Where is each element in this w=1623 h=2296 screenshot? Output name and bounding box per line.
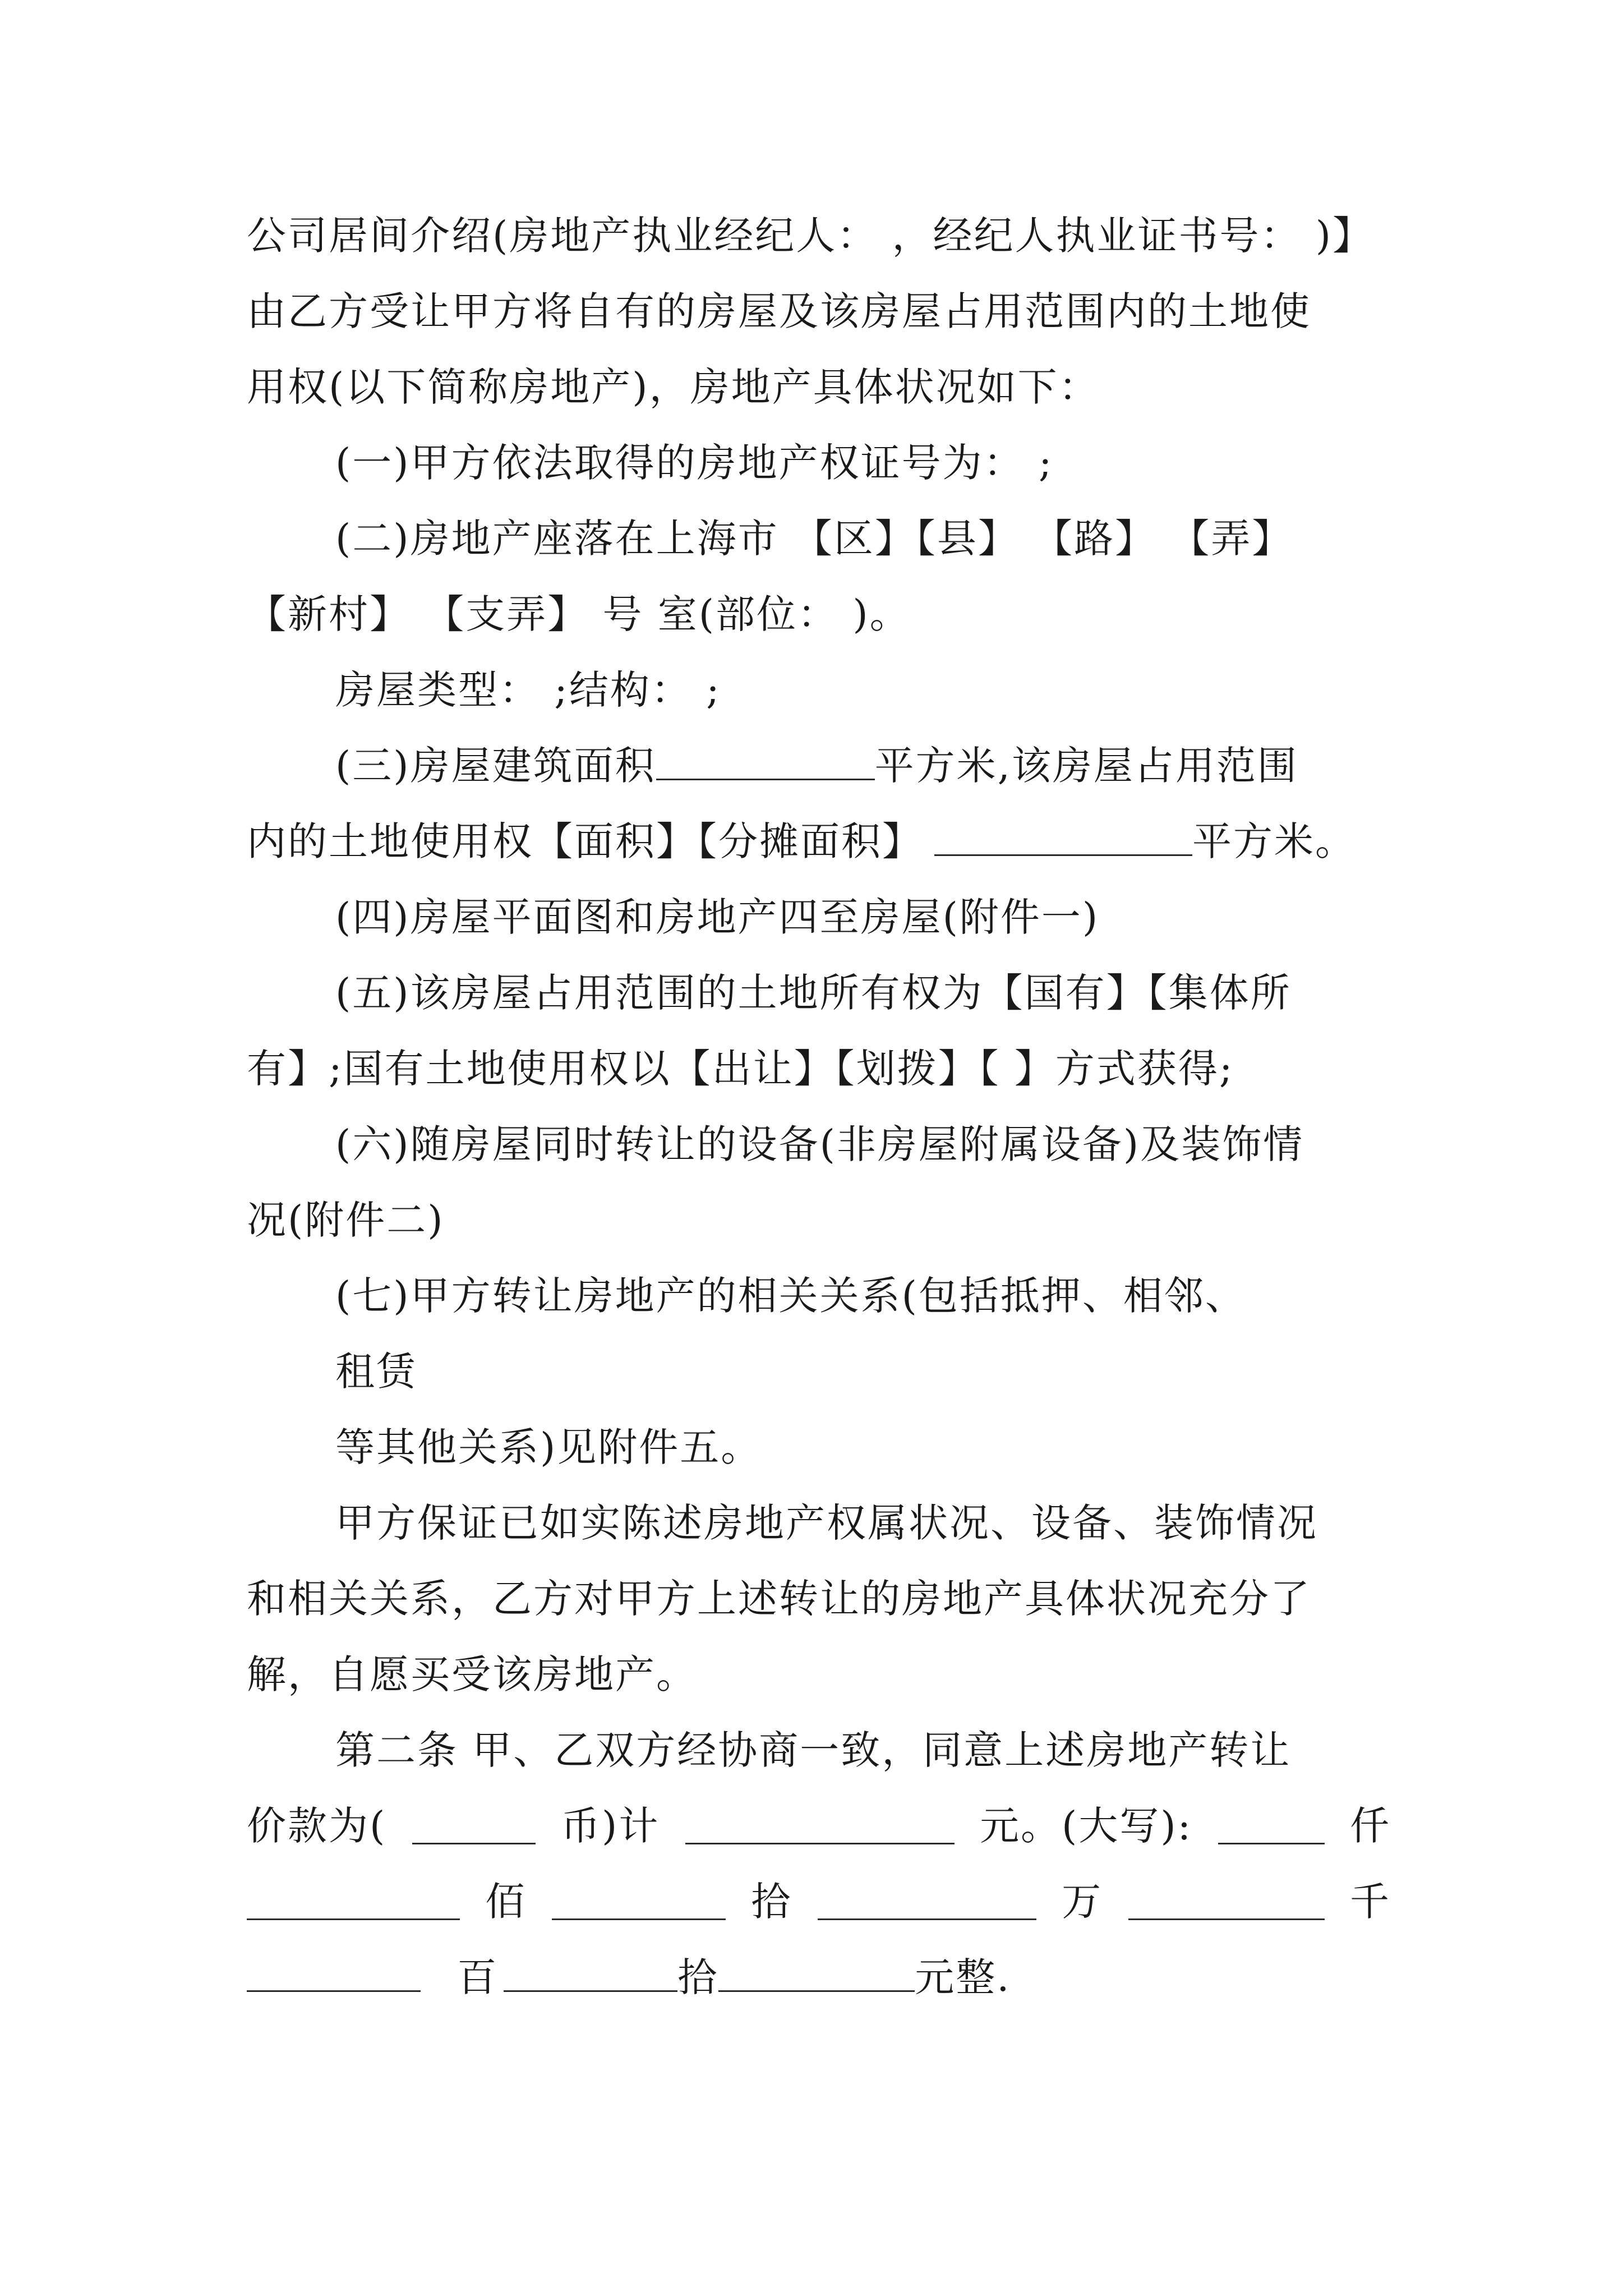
- text-segment: 拾: [677, 1954, 719, 2000]
- text-line: 第二条 甲、乙双方经协商一致，同意上述房地产转让: [335, 1727, 1292, 1773]
- text-line: 房屋类型： ;结构： ;: [335, 667, 721, 713]
- text-line: 甲方保证已如实陈述房地产权属状况、设备、装饰情况: [335, 1500, 1318, 1546]
- text-line: (六)随房屋同时转让的设备(非房屋附属设备)及装饰情: [335, 1121, 1304, 1167]
- text-line: (四)房屋平面图和房地产四至房屋(附件一): [335, 894, 1100, 940]
- text-line: (七)甲方转让房地产的相关关系(包括抵押、相邻、: [335, 1273, 1246, 1319]
- digit-blank[interactable]: [552, 1884, 726, 1920]
- text-line: 用权(以下简称房地产)，房地产具体状况如下：: [247, 364, 1100, 410]
- text-segment: 内的土地使用权【面积】【分摊面积】: [247, 818, 923, 864]
- text-line: 公司居间介绍(房地产执业经纪人： ，经纪人执业证书号： )】: [247, 213, 1374, 259]
- text-line: (二)房地产座落在上海市 【区】【县】 【路】 【弄】: [335, 516, 1293, 562]
- text-line: 解，自愿买受该房地产。: [247, 1651, 697, 1697]
- text-segment: 拾: [751, 1879, 792, 1925]
- text-segment: 元。(大写):: [980, 1803, 1193, 1849]
- text-line: (一)甲方依法取得的房地产权证号为： ;: [335, 440, 1054, 486]
- text-line: 租赁: [335, 1349, 417, 1395]
- price-line-1: [247, 1798, 1391, 1854]
- text-segment: 佰: [485, 1879, 527, 1925]
- price-line-3: [247, 1949, 1391, 2005]
- area-line-1: [335, 738, 1479, 794]
- text-segment: 万: [1062, 1879, 1103, 1925]
- area-line-2: [247, 813, 1391, 869]
- digit-blank[interactable]: [1128, 1884, 1325, 1920]
- text-segment: 价款为(: [247, 1803, 387, 1849]
- text-segment: 仟: [1349, 1803, 1391, 1849]
- price-line-2: [247, 1874, 1391, 1930]
- text-segment: 千: [1349, 1879, 1391, 1925]
- digit-blank[interactable]: [818, 1884, 1036, 1920]
- text-line: 况(附件二): [247, 1197, 445, 1243]
- currency-blank[interactable]: [412, 1808, 536, 1844]
- land-area-blank[interactable]: [934, 820, 1192, 856]
- text-line: (五)该房屋占用范围的土地所有权为【国有】【集体所: [335, 970, 1292, 1016]
- digit-blank[interactable]: [1218, 1808, 1325, 1844]
- text-line: 等其他关系)见附件五。: [335, 1424, 762, 1470]
- digit-blank[interactable]: [247, 1884, 460, 1920]
- digit-blank[interactable]: [718, 1955, 915, 1992]
- digit-blank[interactable]: [247, 1955, 421, 1992]
- text-line: 【新村】 【支弄】 号 室(部位： )。: [247, 591, 911, 637]
- text-segment: 百: [457, 1954, 499, 2000]
- area-blank[interactable]: [656, 744, 875, 780]
- text-segment: 平方米。: [1192, 818, 1356, 864]
- text-line: 有】;国有土地使用权以【出让】【划拨】【 】方式获得;: [247, 1046, 1234, 1092]
- text-segment: 平方米,该房屋占用范围: [874, 743, 1298, 789]
- digit-blank[interactable]: [504, 1955, 677, 1992]
- text-segment: 元整.: [915, 1954, 1011, 2000]
- text-line: 由乙方受让甲方将自有的房屋及该房屋占用范围内的土地使: [247, 288, 1311, 334]
- text-segment: 币)计: [561, 1803, 660, 1849]
- text-segment: (三)房屋建筑面积: [335, 743, 656, 789]
- amount-blank[interactable]: [685, 1808, 955, 1844]
- text-line: 和相关关系，乙方对甲方上述转让的房地产具体状况充分了: [247, 1576, 1311, 1622]
